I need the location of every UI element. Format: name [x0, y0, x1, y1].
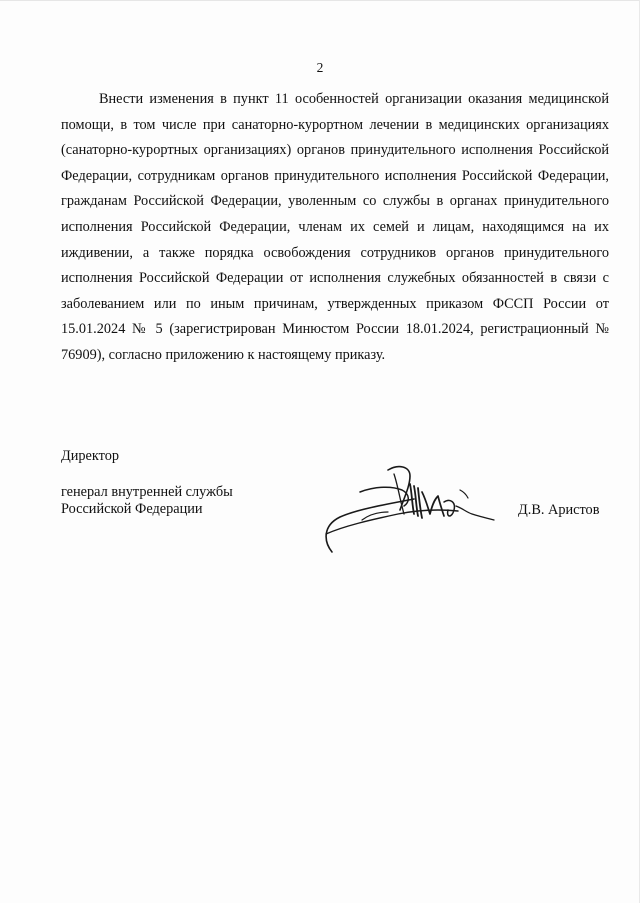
page-number: 2: [316, 60, 324, 75]
signatory-rank-line-2: Российской Федерации: [61, 501, 203, 517]
signatory-name: Д.В. Аристов: [518, 502, 600, 518]
handwritten-signature: [318, 462, 498, 554]
page-edge-top: [0, 0, 640, 1]
signatory-rank-line-1: генерал внутренней службы: [61, 484, 233, 500]
signatory-rank: [61, 484, 233, 518]
body-paragraph: Внести изменения в пункт 11 особенностей организации оказания медицинской помощи, в том числе при санаторно-курортном лечении в медицинских организациях (санаторно-курортных организациях) органов принудительного исполнения Российской Федерации, сотрудникам органов принудительного исполнения Российской Федерации, гражданам Российской Федерации, уволенным со службы в органах принудительного исполнения Российской Федерации, членам их семей и лицам, находящимся на их иждивении, а также порядка освобождения сотрудников органов принудительного исполнения Российской Федерации от исполнения служебных обязанностей в связи с заболеванием или по иным причинам, утвержденных приказом ФССП России от 15.01.2024 № 5 (зарегистрирован Минюстом России 18.01.2024, регистрационный № 76909), согласно приложению к настоящему приказу.: [61, 91, 609, 363]
signatory-position-title: Директор: [61, 448, 120, 464]
